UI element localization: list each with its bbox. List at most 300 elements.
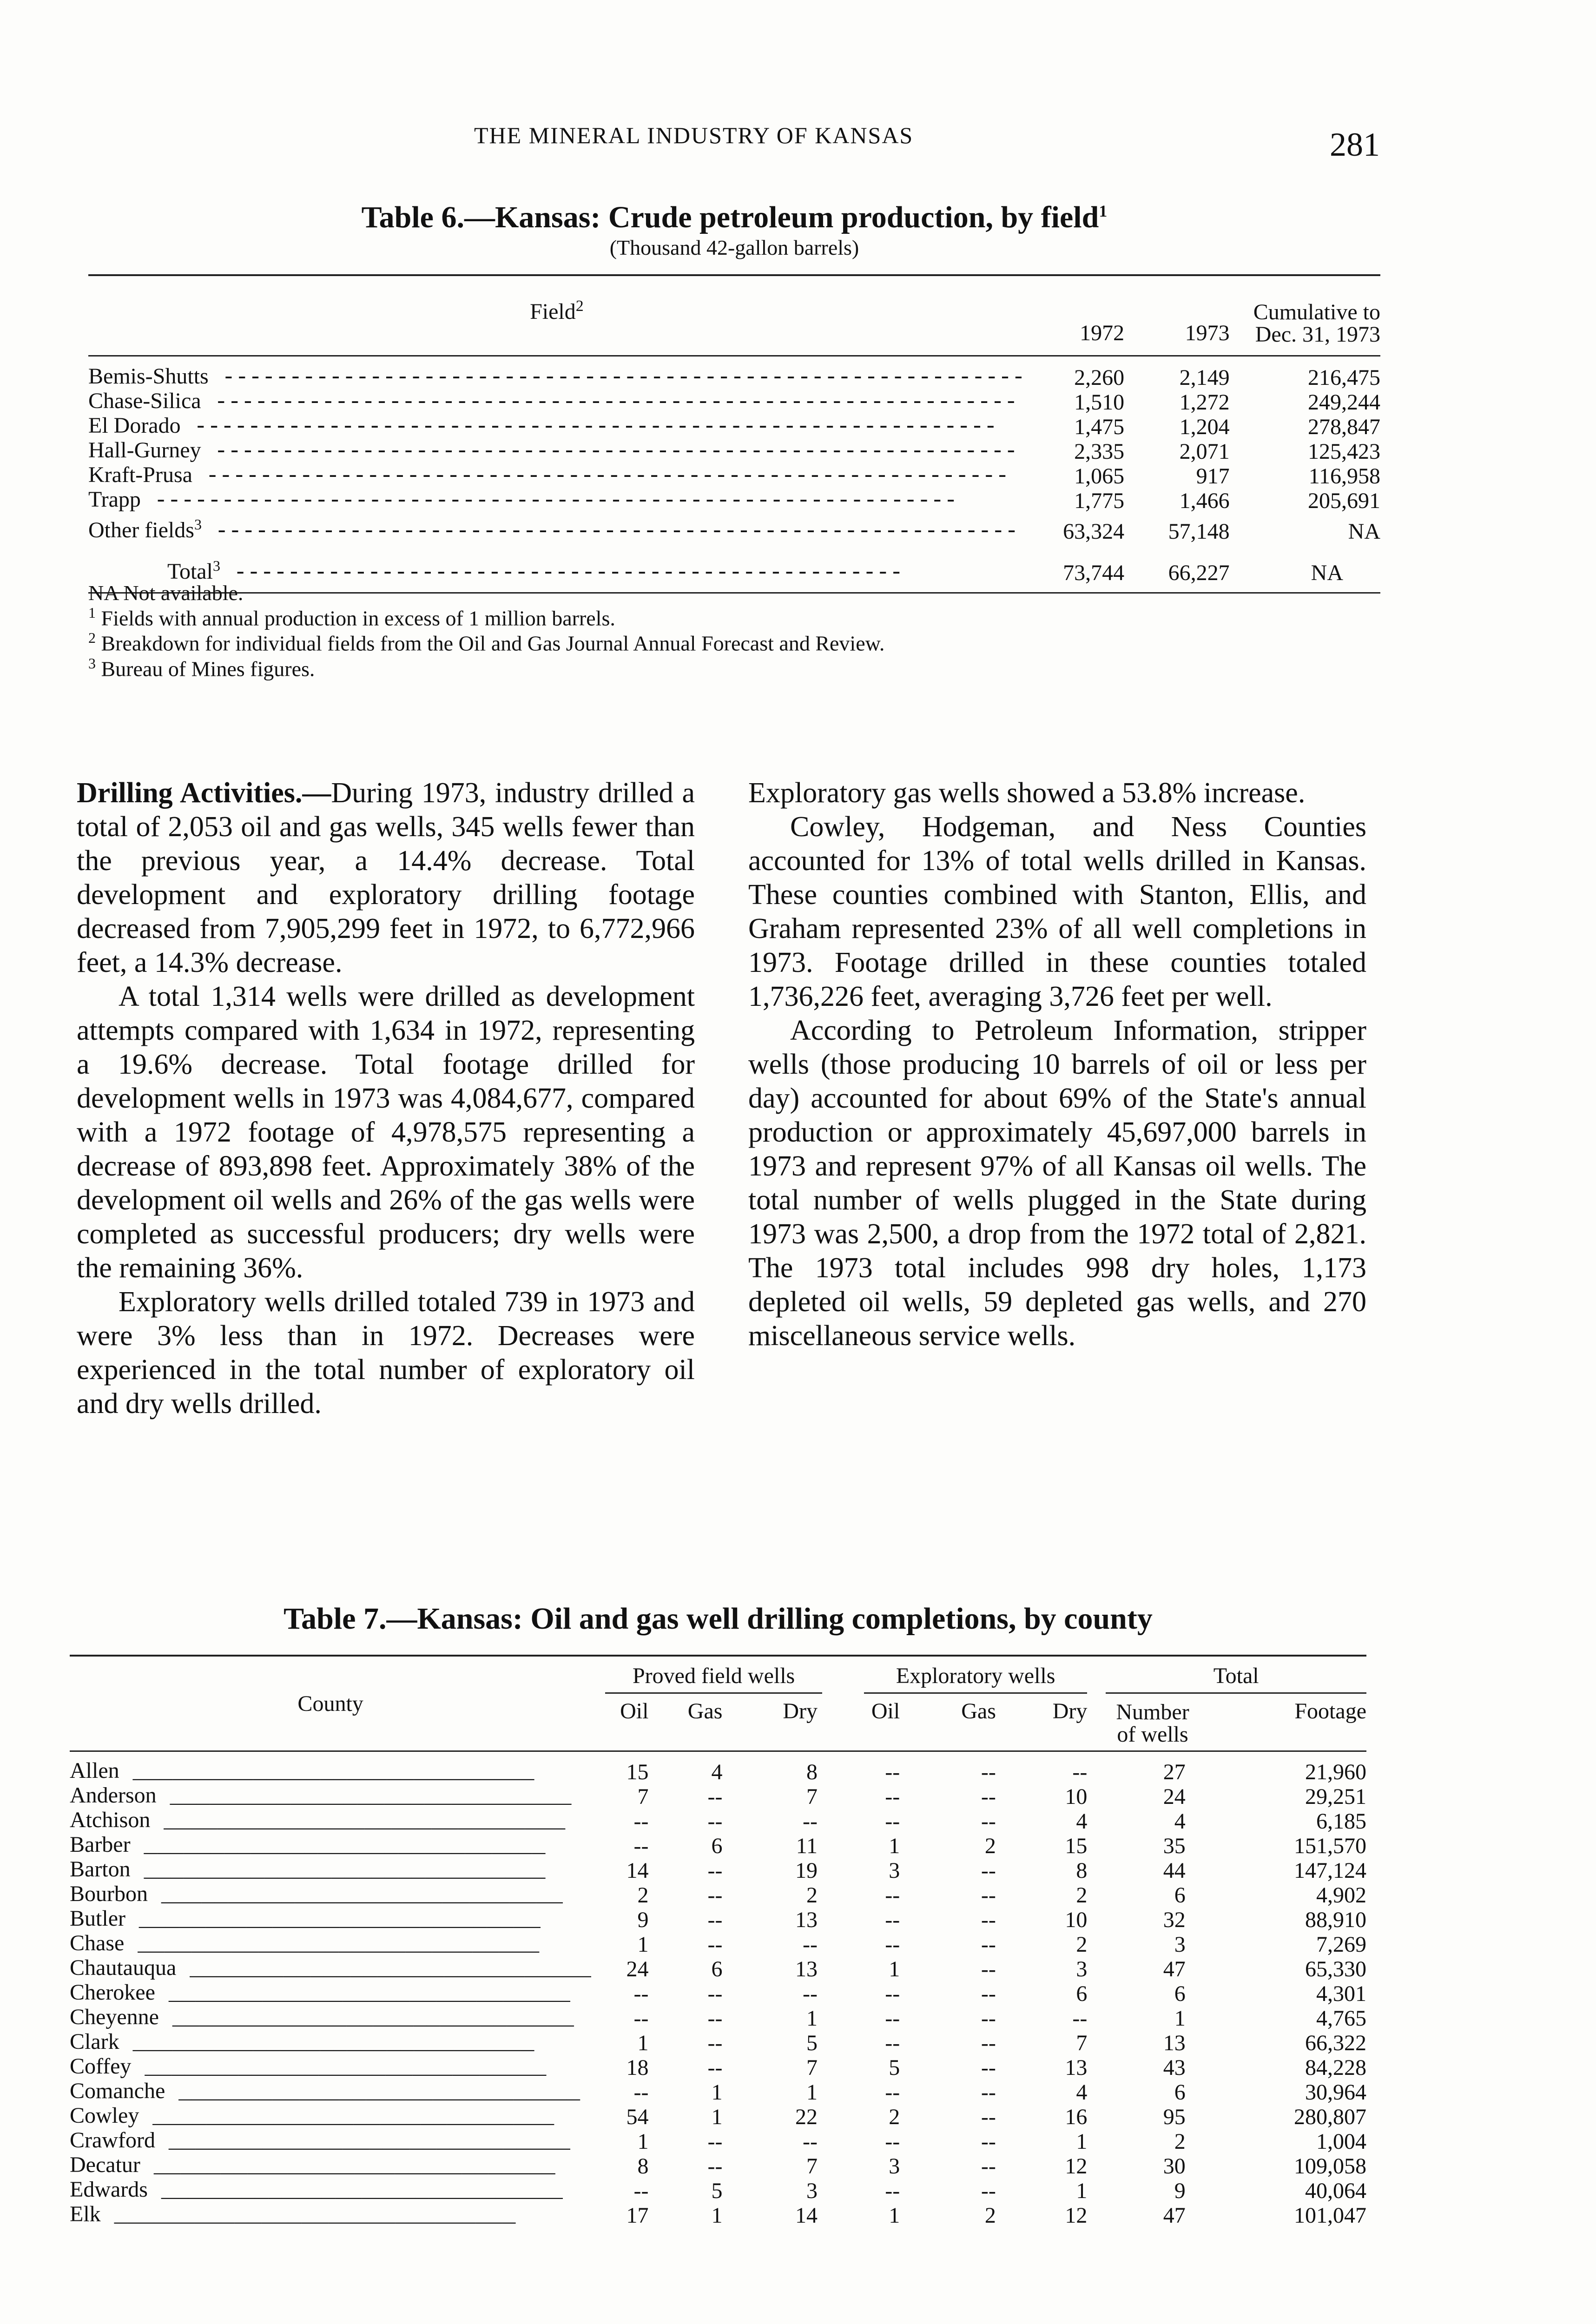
- paragraph-counties: Cowley, Hodgeman, and Ness Counties accounted for 13% of total wells drilled in Kansas. These counties combined with Stanton, Ellis, and Graham represented 23% of all well completions in 1973. Footage drilled in these counties totaled 1,736,226 feet, averaging 3,726 feet per well.: [748, 811, 1366, 1012]
- table6-cell-1972: 1,510: [1074, 390, 1125, 415]
- table7-cell-exploratory-gas: --: [981, 2055, 996, 2080]
- table7-cell-number-of-wells: 47: [1163, 1957, 1186, 1981]
- leader-dots: ______________________________: [140, 2154, 555, 2178]
- table7-header-county: County: [70, 1656, 591, 1751]
- table7-cell-exploratory-dry: --: [1072, 1760, 1088, 1784]
- table6-cell-1973: 2,149: [1179, 365, 1230, 390]
- table7-county-cell: [70, 1858, 591, 1882]
- leader-dots: ______________________________: [176, 1957, 592, 1981]
- table6-cell-1973: 917: [1196, 464, 1230, 489]
- table7-cell-exploratory-dry: 7: [1076, 2031, 1088, 2055]
- table7-header-proved: Proved field wells: [591, 1656, 827, 1698]
- table7-cell-proved-dry: 7: [806, 2055, 818, 2080]
- table7-row: [70, 1981, 1366, 2006]
- table7-cell-footage: 84,228: [1305, 2055, 1366, 2080]
- table7-cell-proved-oil: 1: [637, 2129, 649, 2154]
- table7-cell-exploratory-gas: --: [981, 1883, 996, 1908]
- table6-field-name: Hall-Gurney: [88, 439, 201, 462]
- table7-cell-footage: 29,251: [1305, 1784, 1366, 1809]
- table7-cell-exploratory-oil: 5: [889, 2055, 900, 2080]
- table6-header-field: Field$^2$: [530, 297, 584, 324]
- leader-dots: ______________________________: [150, 1809, 566, 1833]
- table7-county-name: Butler: [70, 1907, 125, 1931]
- leader-dots: ______________________________: [124, 1932, 540, 1956]
- table6-cell-cumulative: NA: [1348, 519, 1380, 544]
- table7-cell-proved-gas: 1: [711, 2105, 723, 2129]
- table7-cell-proved-oil: 2: [637, 1883, 649, 1908]
- table7-cell-proved-oil: 1: [637, 1932, 649, 1957]
- table7-cell-exploratory-oil: --: [885, 2031, 900, 2055]
- table7-cell-exploratory-oil: --: [885, 2179, 900, 2203]
- table6-row: [88, 414, 1380, 439]
- table6-field-cell: [88, 463, 1025, 488]
- table7-header-exploratory: Exploratory wells: [827, 1656, 1092, 1698]
- table7-cell-proved-gas: 6: [711, 1834, 723, 1858]
- footnote-mark: 1: [88, 604, 96, 621]
- table7-cell-exploratory-oil: --: [885, 2129, 900, 2154]
- table7-row: [70, 1833, 1366, 1858]
- table7-header-total: Total: [1092, 1656, 1366, 1698]
- table7-cell-exploratory-dry: 12: [1065, 2203, 1088, 2228]
- table6-cell-1972: 2,335: [1074, 439, 1125, 464]
- table6-field-name: Chase-Silica: [88, 390, 201, 413]
- table7-cell-proved-dry: 14: [795, 2203, 818, 2228]
- table6-row: [88, 463, 1380, 488]
- table7-cell-proved-oil: 8: [637, 2154, 649, 2179]
- table7-county-name: Bourbon: [70, 1882, 148, 1906]
- table7-county-cell: [70, 2104, 591, 2129]
- table7-row: [70, 1932, 1366, 1956]
- table6-field-name: El Dorado: [88, 414, 181, 438]
- table6-cell-1972: 1,475: [1074, 415, 1125, 439]
- leader-dots: ------------------------------------------------------------: [201, 390, 1018, 414]
- table7-cell-exploratory-oil: --: [885, 1908, 900, 1932]
- table6-note-text: Breakdown for individual fields from the Oil and Gas Journal Annual Forecast and Review.: [101, 631, 885, 655]
- table7-cell-exploratory-dry: 16: [1065, 2105, 1088, 2129]
- table7-cell-proved-oil: --: [633, 1809, 649, 1834]
- table7-cell-proved-dry: 1: [806, 2080, 818, 2105]
- table7-row: [70, 1784, 1366, 1809]
- paragraph-drilling-activities: Drilling Activities.—During 1973, industry drilled a total of 2,053 oil and gas wells, 345 wells fewer than the previous year, a 14.4% decrease. Total development and exploratory drilling footage decreased from 7,905,299 feet in 1972, to 6,772,966 feet, a 14.3% decrease.: [77, 777, 695, 978]
- table7-cell-number-of-wells: 24: [1163, 1784, 1186, 1809]
- table7-row: [70, 2030, 1366, 2055]
- table7-cell-exploratory-gas: --: [981, 1932, 996, 1957]
- table7-cell-proved-oil: 9: [637, 1908, 649, 1932]
- table6-total-1973: 66,227: [1168, 561, 1230, 585]
- table6-cell-cumulative: 116,958: [1308, 464, 1380, 489]
- table7-row: [70, 2129, 1366, 2153]
- table6-note: [88, 628, 1390, 653]
- table7-cell-proved-oil: 17: [626, 2203, 649, 2228]
- table7-cell-proved-gas: --: [707, 1981, 723, 2006]
- table7-county-cell: [70, 1956, 591, 1981]
- table7-cell-exploratory-dry: 3: [1076, 1957, 1088, 1981]
- table7-county-cell: [70, 2055, 591, 2080]
- table7-cell-exploratory-dry: 12: [1065, 2154, 1088, 2179]
- table6-cell-1973: 1,466: [1179, 489, 1230, 513]
- table7-cell-number-of-wells: 35: [1163, 1834, 1186, 1858]
- table7-cell-exploratory-dry: 4: [1076, 1809, 1088, 1834]
- body-left-column: [77, 776, 695, 1421]
- table7-cell-exploratory-oil: --: [885, 1784, 900, 1809]
- table7-cell-footage: 65,330: [1305, 1957, 1366, 1981]
- table7-cell-footage: 40,064: [1305, 2179, 1366, 2203]
- table7-cell-exploratory-gas: 2: [984, 2203, 996, 2228]
- table7-caption: [70, 1601, 1366, 1637]
- leader-dots: ______________________________: [125, 1908, 541, 1932]
- table6-cell-1972: 1,775: [1074, 489, 1125, 513]
- table6-field-name: Bemis-Shutts: [88, 364, 209, 389]
- table7-row: [70, 1907, 1366, 1932]
- table6-title: Table 6.—Kansas: Crude petroleum production, by field: [361, 200, 1099, 234]
- table7-cell-proved-oil: 7: [637, 1784, 649, 1809]
- table7-cell-exploratory-gas: --: [981, 1760, 996, 1784]
- table7-cell-footage: 151,570: [1294, 1834, 1366, 1858]
- table6-row: [88, 488, 1380, 513]
- table7-cell-proved-oil: 24: [626, 1957, 649, 1981]
- table7-county-cell: [70, 2129, 591, 2153]
- table7-cell-exploratory-dry: 2: [1076, 1932, 1088, 1957]
- table7-cell-proved-dry: 1: [806, 2006, 818, 2031]
- leader-dots: ______________________________: [100, 2203, 516, 2227]
- table7-cell-exploratory-dry: 13: [1065, 2055, 1088, 2080]
- table7-cell-proved-gas: --: [707, 2006, 723, 2031]
- table7-cell-number-of-wells: 30: [1163, 2154, 1186, 2179]
- table7-cell-exploratory-oil: --: [885, 1760, 900, 1784]
- leader-dots: ______________________________: [139, 2105, 554, 2129]
- table6-row: [88, 439, 1380, 463]
- table7-cell-footage: 21,960: [1305, 1760, 1366, 1784]
- table7-cell-proved-oil: --: [633, 2080, 649, 2105]
- table7-cell-exploratory-oil: 1: [889, 1957, 900, 1981]
- table6-note: [88, 603, 1390, 628]
- table7-cell-proved-dry: 7: [806, 2154, 818, 2179]
- table6-field-name: Trapp: [88, 488, 141, 512]
- table6-header-1973: 1973: [1185, 321, 1230, 345]
- table7-cell-proved-dry: 2: [806, 1883, 818, 1908]
- table7-cell-exploratory-gas: --: [981, 1908, 996, 1932]
- table7-cell-exploratory-oil: 2: [889, 2105, 900, 2129]
- leader-dots: ------------------------------------------------------------: [201, 519, 1019, 543]
- table7-cell-proved-dry: --: [803, 1809, 818, 1834]
- table6-cell-cumulative: 125,423: [1308, 439, 1380, 464]
- table7-cell-proved-gas: 6: [711, 1957, 723, 1981]
- table7-cell-footage: 30,964: [1305, 2080, 1366, 2105]
- table6-header-cumulative: Cumulative to Dec. 31, 1973: [1253, 300, 1380, 347]
- table7-cell-proved-oil: 1: [637, 2031, 649, 2055]
- table6-field-name: Kraft-Prusa: [88, 463, 192, 487]
- section-runin-heading: Drilling Activities.—: [77, 777, 331, 809]
- table6-cell-cumulative: 205,691: [1308, 489, 1380, 513]
- table6-field-cell: [88, 513, 1025, 543]
- leader-dots: ______________________________: [165, 2080, 580, 2104]
- table7-county-cell: [70, 1932, 591, 1956]
- table7-county-name: Clark: [70, 2030, 119, 2054]
- table7-county-name: Coffey: [70, 2055, 132, 2079]
- table6-field-cell: [88, 439, 1025, 463]
- leader-dots: ------------------------------------------------------------: [201, 439, 1018, 463]
- footnote-mark: 2: [88, 629, 96, 647]
- table7-cell-number-of-wells: 9: [1174, 2179, 1186, 2203]
- table7-cell-number-of-wells: 4: [1174, 1809, 1186, 1834]
- table7-row: [70, 1751, 1366, 1784]
- table6-note: [88, 654, 1390, 679]
- leader-dots: --------------------------------------------------: [220, 561, 903, 586]
- table7-cell-proved-gas: --: [707, 2129, 723, 2154]
- table7-county-cell: [70, 1784, 591, 1809]
- table7-cell-footage: 4,765: [1316, 2006, 1366, 2031]
- leader-dots: ______________________________: [131, 2055, 547, 2080]
- leader-dots: ______________________________: [155, 2129, 570, 2153]
- table7-cell-proved-oil: 18: [626, 2055, 649, 2080]
- table6-cell-1973: 57,148: [1168, 519, 1230, 544]
- table7-county-name: Elk: [70, 2203, 101, 2226]
- table7-cell-footage: 88,910: [1305, 1908, 1366, 1932]
- table7-cell-proved-gas: --: [707, 2055, 723, 2080]
- table7-cell-number-of-wells: 95: [1163, 2105, 1186, 2129]
- table7-cell-proved-dry: 19: [795, 1858, 818, 1883]
- table7-cell-proved-dry: --: [803, 2129, 818, 2154]
- table7-cell-number-of-wells: 1: [1174, 2006, 1186, 2031]
- table7-county-cell: [70, 2153, 591, 2178]
- table7-header-exploratory-oil: Oil: [871, 1699, 900, 1723]
- table7-body: [70, 1751, 1366, 2228]
- table7-row: [70, 2006, 1366, 2030]
- table7-cell-proved-gas: --: [707, 2031, 723, 2055]
- table7-cell-exploratory-gas: --: [981, 2154, 996, 2179]
- table6-body: [88, 356, 1380, 593]
- leader-dots: ------------------------------------------------------------: [208, 365, 1025, 390]
- table6-note: [88, 583, 1390, 603]
- table7-cell-number-of-wells: 6: [1174, 2080, 1186, 2105]
- table7-cell-proved-dry: 7: [806, 1784, 818, 1809]
- table7-cell-number-of-wells: 47: [1163, 2203, 1186, 2228]
- leader-dots: ______________________________: [130, 1858, 546, 1882]
- table7-cell-number-of-wells: 2: [1174, 2129, 1186, 2154]
- table7-row: [70, 2203, 1366, 2227]
- table7-cell-exploratory-oil: --: [885, 1932, 900, 1957]
- table7-cell-proved-dry: 5: [806, 2031, 818, 2055]
- table7-cell-footage: 147,124: [1294, 1858, 1366, 1883]
- table7-cell-footage: 4,902: [1316, 1883, 1366, 1908]
- table6-cell-1973: 1,272: [1179, 390, 1230, 415]
- table7-header-footage: Footage: [1294, 1699, 1366, 1723]
- table6-title-footnote: 1: [1099, 202, 1108, 220]
- table6-total-cumulative: NA: [1311, 561, 1343, 585]
- table7-cell-proved-dry: 13: [795, 1957, 818, 1981]
- table7-cell-proved-oil: --: [633, 1834, 649, 1858]
- table7-county-name: Chase: [70, 1932, 125, 1955]
- leader-dots: ______________________________: [147, 2179, 563, 2203]
- table7-county-name: Cowley: [70, 2104, 139, 2128]
- table7-county-cell: [70, 2030, 591, 2055]
- table7-cell-proved-gas: 4: [711, 1760, 723, 1784]
- footnote-mark: 3: [88, 654, 96, 672]
- leader-dots: ______________________________: [156, 1784, 572, 1809]
- table6-cell-cumulative: 249,244: [1308, 390, 1380, 415]
- table7-cell-exploratory-gas: --: [981, 2105, 996, 2129]
- paragraph-exploratory-wells: Exploratory wells drilled totaled 739 in 1973 and were 3% less than in 1972. Decreases were experienced in the total number of exploratory oil and dry wells drilled.: [77, 1286, 695, 1419]
- table7-cell-exploratory-dry: 4: [1076, 2080, 1088, 2105]
- paragraph-development-wells: A total 1,314 wells were drilled as development attempts compared with 1,634 in 1972, representing a 19.6% decrease. Total footage drilled for development wells in 1973 was 4,084,677, compared with a 1972 footage of 4,978,575 representing a decrease of 893,898 feet. Approximately 38% of the development oil wells and 26% of the gas wells were completed as successful producers; dry wells were the remaining 36%.: [77, 981, 695, 1284]
- paragraph-stripper-wells: According to Petroleum Information, stripper wells (those producing 10 barrels of oil or less per day) accounted for about 69% of the State's annual production or approximately 45,697,000 barrels in 1973 and represent 97% of all Kansas oil wells. The total number of wells plugged in the State during 1973 was 2,500, a drop from the 1972 total of 2,821. The 1973 total includes 998 dry holes, 1,173 depleted oil wells, 59 depleted gas wells, and 270 miscellaneous service wells.: [748, 1015, 1366, 1352]
- leader-dots: ______________________________: [158, 2006, 574, 2030]
- table7-cell-proved-gas: --: [707, 1883, 723, 1908]
- table7-cell-number-of-wells: 6: [1174, 1981, 1186, 2006]
- table6-field-name: Other fields: [88, 518, 194, 542]
- table7-cell-footage: 6,185: [1316, 1809, 1366, 1834]
- table7-cell-exploratory-gas: --: [981, 2031, 996, 2055]
- table7-cell-proved-dry: 11: [796, 1834, 818, 1858]
- table6-caption: [88, 200, 1380, 260]
- table7-row: [70, 1956, 1366, 1981]
- table7-cell-proved-gas: --: [707, 1809, 723, 1834]
- table7-header-number-of-wells: Number of wells: [1116, 1700, 1189, 1747]
- table7-cell-exploratory-dry: --: [1072, 2006, 1088, 2031]
- table7-cell-proved-gas: 5: [711, 2179, 723, 2203]
- table7-cell-number-of-wells: 3: [1174, 1932, 1186, 1957]
- leader-dots: ______________________________: [155, 1981, 570, 2006]
- table7-cell-exploratory-oil: --: [885, 1883, 900, 1908]
- table6-cell-1973: 2,071: [1179, 439, 1230, 464]
- table7-county-cell: [70, 1833, 591, 1858]
- table7-cell-footage: 66,322: [1305, 2031, 1366, 2055]
- table7-cell-proved-gas: 1: [711, 2080, 723, 2105]
- table6-subtitle: (Thousand 42-gallon barrels): [609, 236, 859, 259]
- table7-county-name: Barton: [70, 1858, 131, 1882]
- table7-cell-exploratory-oil: --: [885, 2006, 900, 2031]
- table6-row: [88, 356, 1380, 390]
- table7-cell-proved-gas: --: [707, 1908, 723, 1932]
- table7-county-name: Atchison: [70, 1809, 151, 1832]
- footnote-mark: 3: [212, 557, 220, 574]
- table7-county-cell: [70, 2006, 591, 2030]
- table7-county-name: Edwards: [70, 2178, 148, 2202]
- table7-title: Table 7.—Kansas: Oil and gas well drilling completions, by county: [284, 1602, 1153, 1636]
- table7-cell-proved-dry: --: [803, 1932, 818, 1957]
- table7-county-name: Comanche: [70, 2080, 165, 2103]
- table7-cell-number-of-wells: 13: [1163, 2031, 1186, 2055]
- table6-note-text: NA Not available.: [88, 581, 244, 605]
- table7-cell-exploratory-gas: --: [981, 2129, 996, 2154]
- table7-cell-proved-dry: --: [803, 1981, 818, 2006]
- leader-dots: ------------------------------------------------------------: [180, 415, 997, 439]
- table7-cell-exploratory-gas: --: [981, 1957, 996, 1981]
- table7-county-name: Barber: [70, 1833, 131, 1857]
- table7-header-proved-gas: Gas: [687, 1699, 723, 1723]
- table7-county-cell: [70, 1751, 591, 1784]
- table7-cell-exploratory-gas: --: [981, 1858, 996, 1883]
- table7-cell-exploratory-oil: 1: [889, 2203, 900, 2228]
- table7-cell-exploratory-oil: 1: [889, 1834, 900, 1858]
- table7-cell-number-of-wells: 6: [1174, 1883, 1186, 1908]
- table6: [88, 274, 1380, 594]
- table7-cell-proved-dry: 22: [795, 2105, 818, 2129]
- table6-total-text: Total: [167, 559, 213, 584]
- body-right-column: [748, 776, 1366, 1353]
- table6-total-1972: 73,744: [1063, 561, 1125, 585]
- leader-dots: ______________________________: [148, 1883, 563, 1907]
- table7-cell-proved-gas: --: [707, 2154, 723, 2179]
- running-head: THE MINERAL INDUSTRY OF KANSAS: [474, 122, 914, 148]
- table6-notes: [88, 583, 1390, 679]
- table7-cell-exploratory-oil: 3: [889, 1858, 900, 1883]
- table7-county-name: Cheyenne: [70, 2006, 159, 2029]
- table7-cell-exploratory-dry: 6: [1076, 1981, 1088, 2006]
- table7-cell-exploratory-dry: 2: [1076, 1883, 1088, 1908]
- table7-cell-proved-gas: --: [707, 1784, 723, 1809]
- table7-cell-footage: 280,807: [1294, 2105, 1366, 2129]
- footnote-mark: 3: [194, 516, 202, 533]
- table7-cell-exploratory-dry: 10: [1065, 1784, 1088, 1809]
- table7-county-cell: [70, 1809, 591, 1833]
- table7-cell-proved-oil: 54: [626, 2105, 649, 2129]
- table7-header-proved-oil: Oil: [620, 1699, 649, 1723]
- page-number: 281: [1330, 126, 1380, 163]
- table7-county-cell: [70, 2080, 591, 2104]
- table7-cell-exploratory-dry: 15: [1065, 1834, 1088, 1858]
- table7-county-cell: [70, 2203, 591, 2227]
- leader-dots: ______________________________: [119, 2031, 534, 2055]
- paragraph-exploratory-gas: Exploratory gas wells showed a 53.8% increase.: [748, 777, 1306, 809]
- table7-cell-proved-oil: --: [633, 1981, 649, 2006]
- table7-cell-proved-gas: 1: [711, 2203, 723, 2228]
- leader-dots: ------------------------------------------------------------: [192, 464, 1009, 488]
- table6-field-cell: [88, 414, 1025, 439]
- table6-field-cell: [88, 488, 1025, 513]
- leader-dots: ______________________________: [119, 1760, 534, 1784]
- leader-dots: ------------------------------------------------------------: [140, 489, 958, 513]
- table7-header-exploratory-gas: Gas: [961, 1699, 996, 1723]
- table7-cell-number-of-wells: 44: [1163, 1858, 1186, 1883]
- table7-cell-number-of-wells: 32: [1163, 1908, 1186, 1932]
- table6-row: [88, 390, 1380, 414]
- table6-cell-cumulative: 278,847: [1308, 415, 1380, 439]
- leader-dots: ______________________________: [130, 1834, 546, 1858]
- table6-cell-1972: 2,260: [1074, 365, 1125, 390]
- table7-row: [70, 2178, 1366, 2203]
- table7-county-name: Chautauqua: [70, 1956, 177, 1980]
- table7-cell-exploratory-dry: 1: [1076, 2179, 1088, 2203]
- table7-row: [70, 1858, 1366, 1882]
- table7-cell-footage: 1,004: [1316, 2129, 1366, 2154]
- table7-cell-exploratory-gas: --: [981, 2179, 996, 2203]
- table7-county-name: Decatur: [70, 2153, 140, 2177]
- table7-cell-proved-dry: 3: [806, 2179, 818, 2203]
- table7-cell-proved-oil: 15: [626, 1760, 649, 1784]
- table7-row: [70, 2104, 1366, 2129]
- table7-cell-exploratory-gas: 2: [984, 1834, 996, 1858]
- table6-cell-cumulative: 216,475: [1308, 365, 1380, 390]
- table7-cell-exploratory-oil: --: [885, 2080, 900, 2105]
- table7-cell-exploratory-gas: --: [981, 2080, 996, 2105]
- table6-row: [88, 513, 1380, 543]
- table7-row: [70, 1809, 1366, 1833]
- table7-cell-footage: 101,047: [1294, 2203, 1366, 2228]
- table7-cell-proved-dry: 13: [795, 1908, 818, 1932]
- table7-cell-proved-dry: 8: [806, 1760, 818, 1784]
- table7-cell-proved-oil: --: [633, 2006, 649, 2031]
- table7-cell-proved-oil: --: [633, 2179, 649, 2203]
- table7-header-proved-dry: Dry: [783, 1699, 818, 1723]
- table7-cell-exploratory-gas: --: [981, 1784, 996, 1809]
- table7-county-name: Crawford: [70, 2129, 155, 2152]
- table7-county-name: Anderson: [70, 1784, 157, 1808]
- table6-cell-1973: 1,204: [1179, 415, 1230, 439]
- table6-cell-1972: 63,324: [1063, 519, 1125, 544]
- table7-cell-proved-gas: --: [707, 1858, 723, 1883]
- table7-header-exploratory-dry: Dry: [1052, 1699, 1088, 1723]
